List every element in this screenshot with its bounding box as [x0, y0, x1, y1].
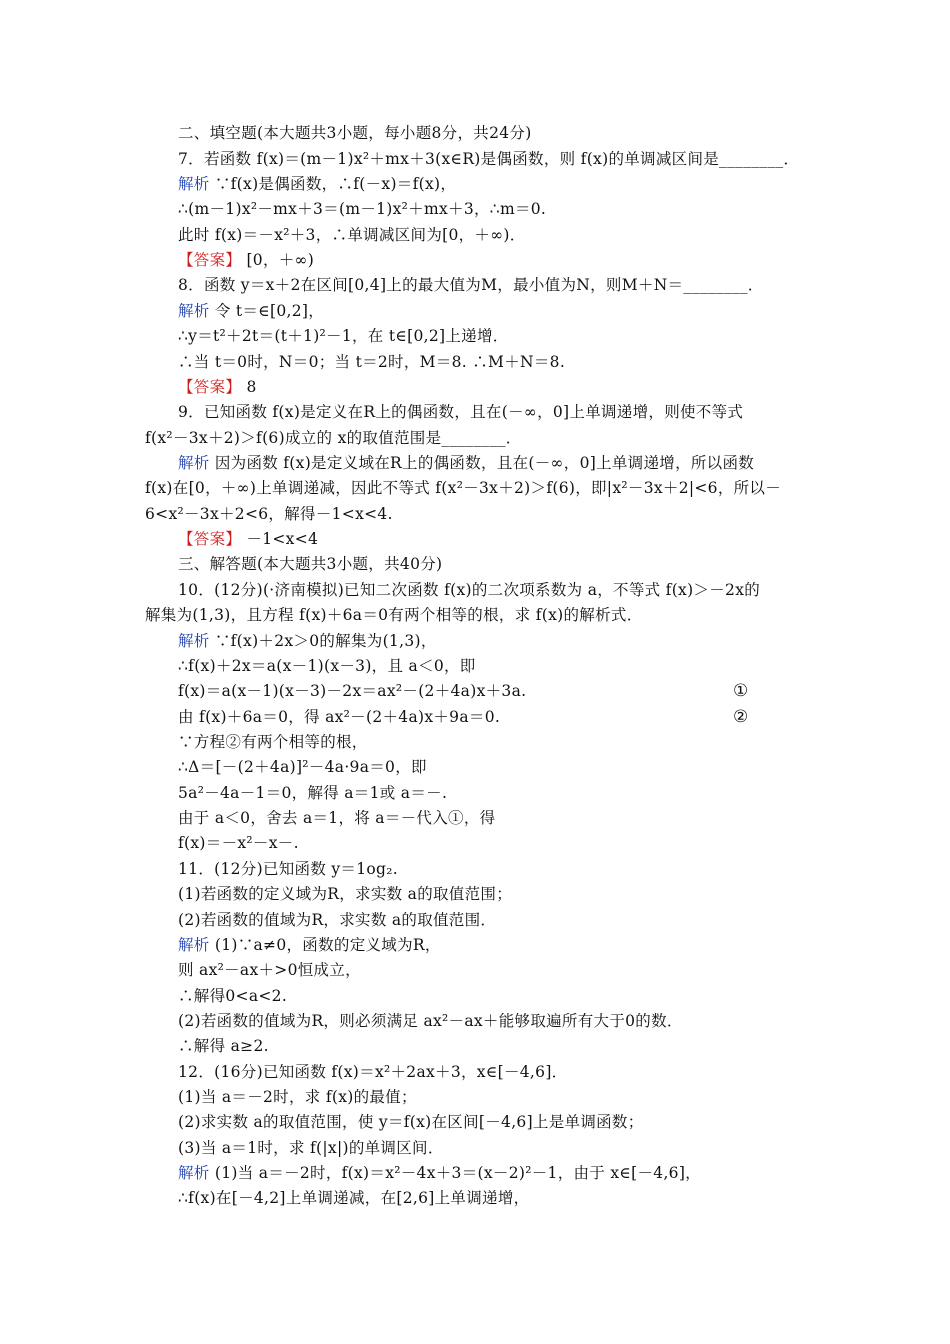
- text-line: [178, 1086, 417, 1108]
- line-text: (3)当 a＝1时，求 f(|x|)的单调区间．: [178, 1139, 444, 1157]
- text-line: [145, 427, 522, 449]
- line-text: ∴解得 a≥2.: [178, 1037, 269, 1055]
- analysis-label: 解析: [178, 302, 210, 320]
- text-line: [145, 503, 393, 525]
- line-text: ∵f(x)是偶函数，∴f(－x)＝f(x)，: [214, 175, 457, 193]
- text-line: [178, 782, 447, 804]
- line-text: (1)当 a＝－2时，求 f(x)的最值；: [178, 1088, 417, 1106]
- line-text: 8．函数 y＝x＋2在区间[0,4]上的最大值为M，最小值为N，则M＋N＝________．: [178, 276, 764, 294]
- text-line: [178, 249, 314, 271]
- line-text: ∴解得0<a<2.: [178, 987, 288, 1005]
- text-line: [178, 1010, 683, 1032]
- line-text: 5a²－4a－1＝0，解得 a＝1或 a＝－.: [178, 784, 448, 802]
- line-text: 9．已知函数 f(x)是定义在R上的偶函数，且在(－∞，0]上单调递增，则使不等式: [178, 403, 744, 421]
- line-text: 12．(16分)已知函数 f(x)＝x²＋2ax＋3，x∈[－4,6]．: [178, 1063, 568, 1081]
- text-line: [178, 274, 764, 296]
- line-text: 此时 f(x)＝－x²＋3，∴单调减区间为[0，＋∞)．: [178, 226, 526, 244]
- text-line: [178, 553, 442, 575]
- line-text: 11．(12分)已知函数 y＝1og₂.: [178, 860, 398, 878]
- line-text: 7．若函数 f(x)＝(m－1)x²＋mx＋3(x∈R)是偶函数，则 f(x)的单调减区间是________．: [178, 150, 800, 168]
- line-text: ∴f(x)在[－4,2]上单调递减，在[2,6]上单调递增，: [178, 1189, 530, 1207]
- text-line: [178, 934, 441, 956]
- line-text: 由 f(x)＋6a＝0，得 ax²－(2＋4a)x＋9a＝0.: [178, 708, 501, 726]
- text-line: [178, 630, 437, 652]
- line-text: f(x)＝a(x－1)(x－3)－2x＝ax²－(2＋4a)x＋3a.: [178, 682, 527, 700]
- line-text: 三、解答题(本大题共3小题，共40分): [178, 555, 443, 573]
- line-text: 因为函数 f(x)是定义域在R上的偶函数，且在(－∞，0]上单调递增，所以函数: [214, 454, 755, 472]
- text-line: [178, 959, 361, 981]
- line-text: f(x²－3x＋2)＞f(6)成立的 x的取值范围是________．: [145, 429, 522, 447]
- line-text: [0，＋∞): [246, 251, 315, 269]
- text-line: [178, 985, 287, 1007]
- line-text: (1)∵a≠0，函数的定义域为R，: [214, 936, 441, 954]
- line-text: ∵方程②有两个相等的根，: [178, 733, 368, 751]
- text-line: [178, 376, 257, 398]
- text-line: [178, 1137, 444, 1159]
- text-line: [178, 300, 324, 322]
- line-text: ∵f(x)＋2x＞0的解集为(1,3)，: [214, 632, 437, 650]
- text-line: [178, 401, 743, 423]
- text-line: [178, 1162, 701, 1184]
- equation-marker: ①: [733, 681, 749, 701]
- line-text: ∴Δ＝[－(2＋4a)]²－4a·9a＝0，即: [178, 758, 427, 776]
- line-text: 二、填空题(本大题共3小题，每小题8分，共24分): [178, 124, 532, 142]
- analysis-label: 解析: [178, 175, 210, 193]
- line-text: 由于 a＜0，舍去 a＝1，将 a＝－代入①，得: [178, 809, 496, 827]
- text-line: [178, 173, 456, 195]
- text-line: [178, 148, 799, 170]
- line-text: f(x)＝－x²－x－.: [178, 834, 299, 852]
- analysis-label: 解析: [178, 632, 210, 650]
- answer-label: 【答案】: [178, 378, 242, 396]
- text-line: [178, 452, 754, 474]
- line-text: 10．(12分)(·济南模拟)已知二次函数 f(x)的二次项系数为 a，不等式 f(x)＞－2x的: [178, 581, 761, 599]
- line-text: (2)求实数 a的取值范围，使 y＝f(x)在区间[－4,6]上是单调函数；: [178, 1113, 644, 1131]
- text-line: [178, 731, 368, 753]
- text-line: [178, 325, 509, 347]
- line-text: 解集为(1,3)，且方程 f(x)＋6a＝0有两个相等的根，求 f(x)的解析式．: [145, 606, 643, 624]
- line-text: 则 ax²－ax＋>0恒成立，: [178, 961, 361, 979]
- text-line: [178, 351, 565, 373]
- equation-marker: ②: [733, 707, 749, 727]
- line-text: 6<x²－3x＋2<6，解得－1<x<4.: [145, 505, 393, 523]
- line-text: ∴f(x)＋2x＝a(x－1)(x－3)，且 a＜0，即: [178, 657, 476, 675]
- answer-label: 【答案】: [178, 251, 242, 269]
- text-line: [178, 832, 299, 854]
- line-text: ∴(m－1)x²－mx＋3＝(m－1)x²＋mx＋3，∴m＝0.: [178, 200, 547, 218]
- text-line: [178, 909, 496, 931]
- text-line: [178, 579, 760, 601]
- analysis-label: 解析: [178, 936, 210, 954]
- text-line: [178, 858, 398, 880]
- text-line: [178, 655, 476, 677]
- line-text: (2)若函数的值域为R，则必须满足 ax²－ax＋能够取遍所有大于0的数．: [178, 1012, 683, 1030]
- analysis-label: 解析: [178, 454, 210, 472]
- line-text: －1<x<4: [246, 530, 319, 548]
- answer-label: 【答案】: [178, 530, 242, 548]
- line-text: (1)若函数的定义域为R，求实数 a的取值范围；: [178, 885, 512, 903]
- text-line: [178, 1061, 567, 1083]
- text-line: [178, 706, 500, 728]
- line-text: 令 t＝∈[0,2]，: [214, 302, 325, 320]
- text-line: [145, 604, 643, 626]
- line-text: 8: [246, 378, 257, 396]
- line-text: f(x)在[0，＋∞)上单调递减，因此不等式 f(x²－3x＋2)＞f(6)，即|x²－3x＋2|<6，所以－: [145, 479, 782, 497]
- line-text: ∴y＝t²＋2t＝(t＋1)²－1，在 t∈[0,2]上递增．: [178, 327, 509, 345]
- analysis-label: 解析: [178, 1164, 210, 1182]
- line-text: ∴当 t＝0时，N＝0；当 t＝2时，M＝8. ∴M＋N＝8.: [178, 353, 566, 371]
- line-text: (1)当 a＝－2时，f(x)＝x²－4x＋3＝(x－2)²－1，由于 x∈[－4,6]，: [214, 1164, 701, 1182]
- text-line: [178, 756, 427, 778]
- text-line: [145, 477, 781, 499]
- text-line: [178, 680, 526, 702]
- text-line: [178, 1111, 644, 1133]
- line-text: (2)若函数的值域为R，求实数 a的取值范围．: [178, 911, 497, 929]
- text-line: [178, 807, 495, 829]
- text-line: [178, 198, 546, 220]
- text-line: [178, 1187, 529, 1209]
- text-line: [178, 224, 526, 246]
- text-line: [178, 528, 318, 550]
- text-line: [178, 1035, 269, 1057]
- text-line: [178, 883, 512, 905]
- text-line: [178, 122, 532, 144]
